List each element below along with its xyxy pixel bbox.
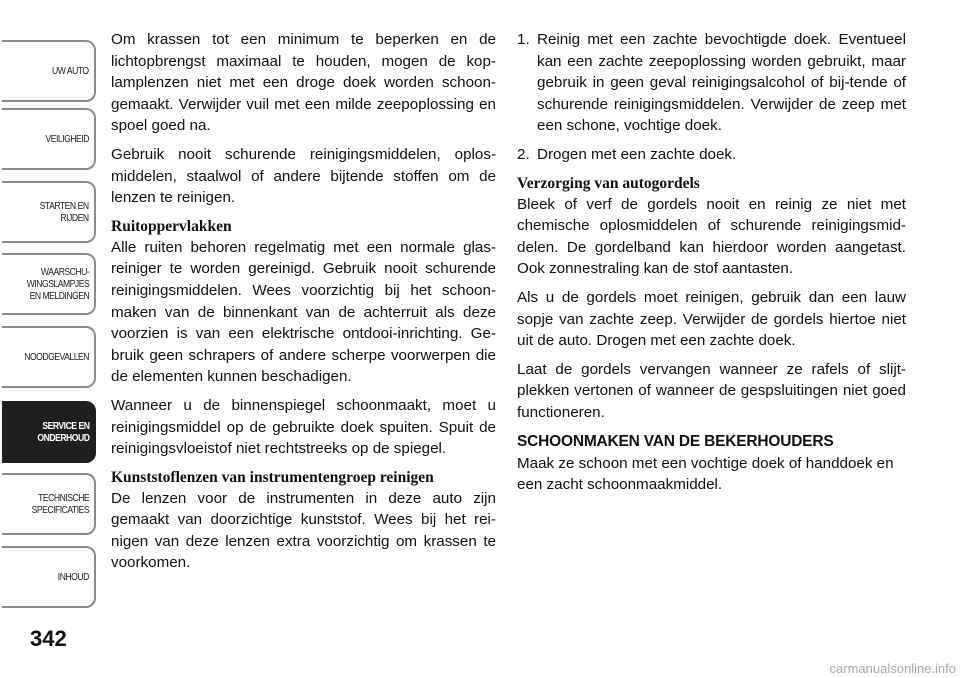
tab-label: STARTEN EN RIJDEN — [40, 200, 89, 224]
tab-label: UW AUTO — [52, 65, 89, 77]
paragraph-koplamplenzen: Om krassen tot een minimum te beperken en de lichtopbrengst maximaal te houden, mogen de kop-lamplenzen niet met een droge doek worden schoon-gemaakt. Verwijder vuil met een milde zeepoplossing en spoel goed na. — [111, 31, 496, 135]
tab-label: TECHNISCHE SPECIFICATIES — [31, 492, 89, 516]
tab-label: SERVICE EN ONDERHOUD — [36, 420, 89, 444]
paragraph-ruiten: Alle ruiten behoren regelmatig met een normale glas-reiniger te worden gereinigd. Gebruik nooit schurende reinigingsmiddelen. Wees voorzichtig bij het schoon-maken van de binnenkant van de achterruit als deze voorzien is van een elektrische ontdooi-inrichting. Ge-bruik geen schrapers of andere scherpe voorwerpen die de elementen kunnen beschadigen. — [111, 238, 496, 386]
paragraph-binnenspiegel: Wanneer u de binnenspiegel schoonmaakt, moet u reinigingsmiddel op de gebruikte doek spuiten. Spuit de reinigingsvloeistof niet rechtstreeks op de spiegel. — [111, 396, 496, 458]
chapter-sidebar — [0, 0, 100, 678]
paragraph-schurende-middelen: Gebruik nooit schurende reinigingsmiddelen, oplos-middelen, staalwol of andere bijtende stoffen om de lenzen te reinigen. — [111, 145, 496, 207]
tab-waarschuwingslampjes[interactable] — [2, 253, 96, 315]
right-column — [517, 29, 906, 503]
tab-label: WAARSCHU- WINGSLAMPJES EN MELDINGEN — [26, 266, 89, 302]
tab-noodgevallen[interactable] — [2, 326, 96, 388]
tab-starten-en-rijden[interactable] — [2, 181, 96, 243]
tab-uw-auto[interactable] — [2, 40, 96, 102]
paragraph-bekerhouders: Maak ze schoon met een vochtige doek of handdoek en een zacht schoonmaakmiddel. — [517, 454, 894, 494]
tab-technische-specificaties[interactable] — [2, 473, 96, 535]
step-text: Drogen met een zachte doek. — [537, 145, 737, 163]
cleaning-steps-list — [517, 29, 906, 166]
left-column — [111, 29, 496, 581]
paragraph-kunststoflenzen: De lenzen voor de instrumenten in deze auto zijn gemaakt van doorzichtige kunststof. Wees bij het rei-nigen van deze lenzen extra voorzichtig om krassen te voorkomen. — [111, 489, 496, 572]
step-number: 2. — [517, 145, 530, 163]
tab-label: NOODGEVALLEN — [24, 351, 89, 363]
list-item — [517, 29, 906, 137]
tab-inhoud[interactable] — [2, 546, 96, 608]
tab-veiligheid[interactable] — [2, 108, 96, 170]
paragraph-gordels-reinigen: Als u de gordels moet reinigen, gebruik dan een lauw sopje van zachte zeep. Verwijder de gordels hiertoe niet uit de auto. Drogen met een zachte doek. — [517, 288, 906, 350]
step-text: Reinig met een zachte bevochtigde doek. Eventueel kan een zachte zeepoplossing worden gebruikt, maar gebruik in geen geval reinigingsalcohol of bij-tende of schurende reinigingsmiddelen. Verwijder de zeep met een schone, vochtige doek. — [537, 31, 906, 135]
paragraph-gordels-vervangen: Laat de gordels vervangen wanneer ze rafels of slijt-plekken vertonen of wanneer de gespsluitingen niet goed functioneren. — [517, 360, 906, 421]
step-number: 1. — [517, 31, 530, 48]
heading-kunststoflenzen: Kunststoflenzen van instrumentengroep reinigen — [111, 468, 434, 486]
tab-label: INHOUD — [57, 571, 89, 583]
paragraph-gordels-bleek: Bleek of verf de gordels nooit en reinig ze niet met chemische oplosmiddelen of schurende reinigingsmid-delen. De gordelband kan hierdoor worden aangetast. Ook zonnestraling kan de stof aantasten. — [517, 195, 906, 278]
page-number: 342 — [30, 626, 67, 651]
watermark-site: carmanualsonline.info — [829, 661, 956, 676]
heading-autogordels: Verzorging van autogordels — [517, 174, 700, 192]
heading-ruitoppervlakken: Ruitoppervlakken — [111, 217, 232, 235]
list-item — [517, 144, 906, 166]
tab-service-en-onderhoud[interactable] — [2, 401, 96, 463]
heading-bekerhouders: SCHOONMAKEN VAN DE BEKERHOUDERS — [517, 432, 834, 450]
tab-label: VEILIGHEID — [45, 133, 89, 145]
